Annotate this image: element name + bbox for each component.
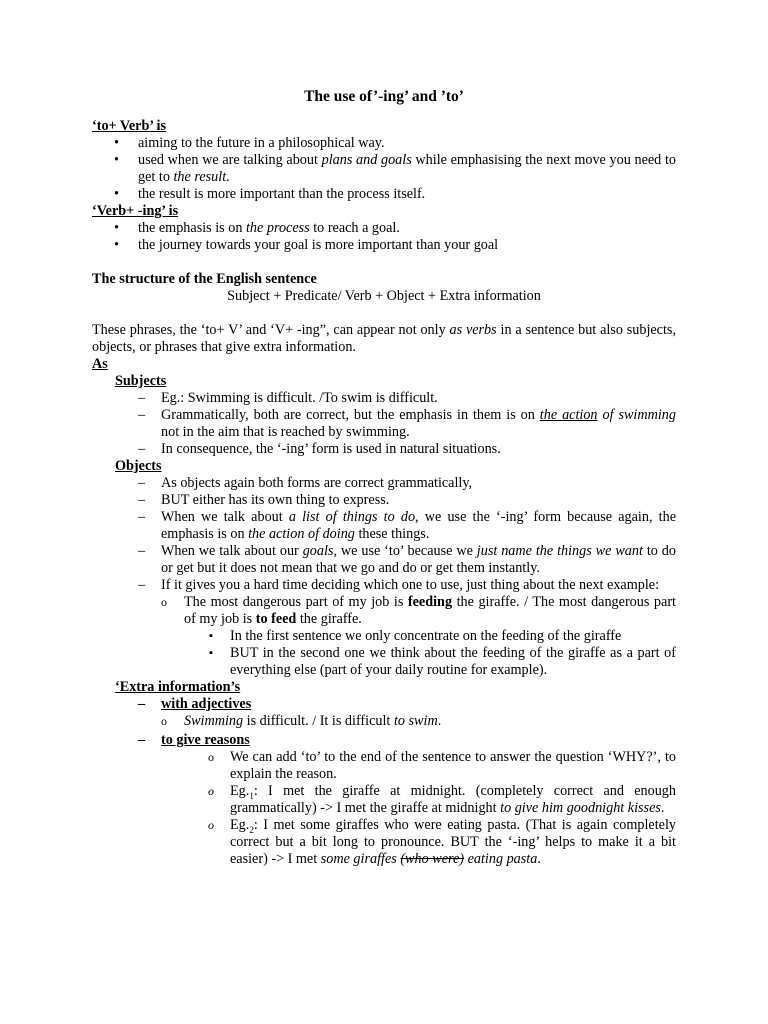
as-label: As bbox=[92, 356, 108, 372]
list-item: – Eg.: Swimming is difficult. /To swim is difficult. bbox=[92, 390, 676, 407]
list-item: ▪ BUT in the second one we think about the feeding of the giraffe as a part of everything else (part of your daily routine for example). bbox=[92, 645, 676, 679]
extra-info-heading: ‘Extra information’s bbox=[115, 679, 241, 695]
list-item: – If it gives you a hard time deciding which one to use, just thing about the next example: bbox=[92, 577, 676, 594]
list-item: • the journey towards your goal is more important than your goal bbox=[92, 237, 676, 254]
objects-list bbox=[92, 475, 676, 594]
list-item: – When we talk about a list of things to do, we use the ‘-ing’ form because again, the emphasis is on the action of doing these things. bbox=[92, 509, 676, 543]
structure-formula: Subject + Predicate/ Verb + Object + Extra information bbox=[227, 288, 541, 304]
objects-example-list bbox=[92, 594, 676, 628]
list-item: o We can add ‘to’ to the end of the sentence to answer the question ‘WHY?’, to explain the reason. bbox=[92, 749, 676, 783]
list-item: o $Eg._2$: I met some giraffes who were eating pasta. (That is again completely correct but a bit long to pronounce. BUT the ‘-ing’ helps to make it a bit easier) -> I met some giraffes (who were) eating pasta. bbox=[92, 817, 676, 868]
document-page bbox=[92, 88, 676, 868]
adjectives-heading: – with adjectives bbox=[92, 696, 676, 713]
reasons-heading: – to give reasons bbox=[92, 732, 676, 749]
list-item: • aiming to the future in a philosophical way. bbox=[92, 135, 676, 152]
list-item: – When we talk about our goals, we use ‘to’ because we just name the things we want to do or get but it does not mean that we go and do or get them instantly. bbox=[92, 543, 676, 577]
list-item: – BUT either has its own thing to express. bbox=[92, 492, 676, 509]
to-verb-heading: ‘to+ Verb’ is bbox=[92, 118, 167, 134]
list-item: – As objects again both forms are correct grammatically, bbox=[92, 475, 676, 492]
list-item: o The most dangerous part of my job is feeding the giraffe. / The most dangerous part of my job is to feed the giraffe. bbox=[92, 594, 676, 628]
structure-heading: The structure of the English sentence bbox=[92, 271, 317, 287]
adjectives-list bbox=[92, 713, 676, 730]
list-item: • the result is more important than the process itself. bbox=[92, 186, 676, 203]
list-item: – In consequence, the ‘-ing’ form is used in natural situations. bbox=[92, 441, 676, 458]
to-verb-list bbox=[92, 135, 676, 203]
subjects-heading: Subjects bbox=[115, 373, 167, 389]
list-item: • used when we are talking about plans and goals while emphasising the next move you need to get to the result. bbox=[92, 152, 676, 186]
page-title: The use of’-ing’ and ’to’ bbox=[304, 88, 464, 105]
list-item: – Grammatically, both are correct, but the emphasis in them is on the action of swimming not in the aim that is reached by swimming. bbox=[92, 407, 676, 441]
intro-paragraph: These phrases, the ‘to+ V’ and ‘V+ -ing”, can appear not only as verbs in a sentence but also subjects, objects, or phrases that give extra information. bbox=[92, 322, 676, 355]
reasons-list bbox=[92, 749, 676, 868]
verb-ing-list bbox=[92, 220, 676, 254]
list-item: o Swimming is difficult. / It is difficult to swim. bbox=[92, 713, 676, 730]
verb-ing-heading: ‘Verb+ -ing’ is bbox=[92, 203, 179, 219]
objects-heading: Objects bbox=[115, 458, 162, 474]
list-item: ▪ In the first sentence we only concentrate on the feeding of the giraffe bbox=[92, 628, 676, 645]
subjects-list bbox=[92, 390, 676, 458]
list-item: • the emphasis is on the process to reach a goal. bbox=[92, 220, 676, 237]
objects-explanation-list bbox=[92, 628, 676, 679]
list-item: o $Eg._1$: I met the giraffe at midnight. (completely correct and enough grammatically) -> I met the giraffe at midnight to give him goodnight kisses. bbox=[92, 783, 676, 817]
